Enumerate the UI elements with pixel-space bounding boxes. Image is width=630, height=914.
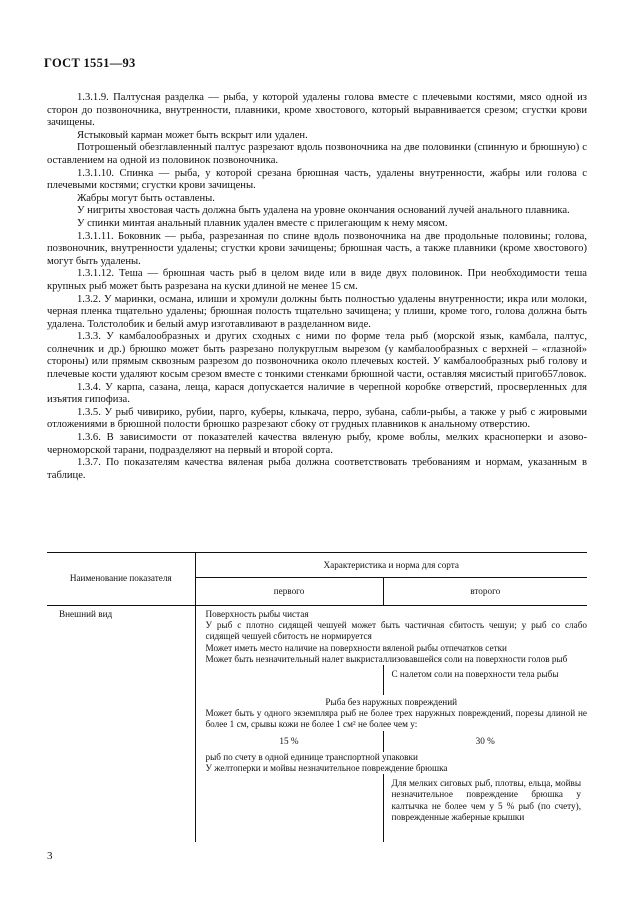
table-cell: Рыба без наружных повреждений — [325, 697, 458, 708]
table-cell: рыб по счету в одной единице транспортной упаковки — [205, 751, 418, 762]
paragraph: Жабры могут быть оставлены. — [77, 192, 215, 204]
paragraph: У нигриты хвостовая часть должна быть удалена на уровне окончания оснований лучей анального плавника. — [77, 205, 570, 217]
paragraph: 1.3.4. У карпа, сазана, леща, карася допускается наличие в черепной коробке отверстий, просверленных для изъятия гипофиза. — [47, 381, 587, 406]
table-cell: У рыб с плотно сидящей чешуей может быть частичная сбитость чешуи; у рыб со слабо сидящей чешуей сбитость не нормируется — [205, 620, 587, 642]
column-header-second: второго — [383, 578, 587, 606]
paragraph: Ястыковый карман может быть вскрыт или удален. — [77, 129, 308, 141]
paragraph: 1.3.2. У маринки, османа, илиши и хромули должны быть полностью удалены внутренности; икра или молоки, черная пленка тщательно удалены; брюшная полость тщательно зачищена; у плиши, кроме того, голова должна быть удалена. Толстолобик и белый амур изготавливают в разделанном виде. — [47, 293, 587, 330]
table-cell: Для мелких сиговых рыб, плотвы, ельца, мойвы незначительное повреждение брюшка у калтычка не более чем у 5 % рыб (по счету), поврежденные жаберные крышки — [391, 778, 581, 822]
table-cell: 15 % — [195, 731, 383, 752]
paragraph: 1.3.1.12. Теша — брюшная часть рыб в целом виде или в виде двух половинок. При необходимости теша крупных рыб может быть разрезана на куски длиной не менее 15 см. — [47, 268, 587, 292]
table-cell: Может иметь место наличие на поверхности вяленой рыбы отпечатков сетки — [205, 642, 507, 653]
table-cell: С налетом соли на поверхности тела рыбы — [391, 669, 559, 680]
document-body — [47, 92, 587, 482]
paragraph: 1.3.1.9. Палтусная разделка — рыба, у которой удалены голова вместе с плечевыми костями, мясо одной из сторон до позвоночника, внутренности, плавники, кроме хвостового, который выравнивается срезом; сгустки крови зачищены. — [47, 92, 587, 129]
column-header-group: Характеристика и норма для сорта — [195, 553, 587, 578]
column-header-first: первого — [195, 578, 383, 606]
paragraph: 1.3.7. По показателям качества вяленая рыба должна соответствовать требованиям и нормам, указанным в таблице. — [47, 457, 587, 481]
paragraph: Потрошеный обезглавленный палтус разрезают вдоль позвоночника на две половинки (спинную и брюшную) с оставлением на одной из половинок позвоночника. — [47, 142, 587, 166]
table-cell: Может быть незначительный налет выкристаллизовавшейся соли на поверхности голов рыб — [205, 653, 568, 664]
paragraph: 1.3.3. У камбалообразных и других сходных с ними по форме тела рыб (морской язык, камбала, палтус, солнечник и др.) брюшко может быть разрезано полукруглым вырезом (у камбалообразных с верхней – «глазной» стороны) или прямым сквозным разрезом до позвоночника около плечевых костей. У камбалообразных рыб голову и плечевые кости удаляют косым срезом вместе с тонкими стенками брюшной части, оставляя мясистый приго657ловок. — [47, 331, 587, 381]
quality-table — [47, 552, 587, 842]
paragraph: У спинки минтая анальный плавник удален вместе с прилегающим к нему мясом. — [77, 217, 448, 229]
table-cell: У желтоперки и мойвы незначительное повреждение брюшка — [205, 763, 448, 774]
row-name: Внешний вид — [47, 606, 195, 843]
paragraph: 1.3.6. В зависимости от показателей качества вяленую рыбу, кроме воблы, мелких красноперки и азово-черноморской тарани, подразделяют на первый и второй сорта. — [47, 432, 587, 456]
paragraph: 1.3.1.11. Боковник — рыба, разрезанная по спине вдоль позвоночника на две продольные половины; голова, позвоночник, внутренности удалены; сгустки крови зачищены; брюшная часть, а также плавники (кроме хвостового) могут быть удалены. — [47, 230, 587, 267]
document-header: ГОСТ 1551—93 — [44, 56, 136, 70]
page-number: 3 — [47, 850, 53, 862]
paragraph: 1.3.5. У рыб чивирико, рубии, парго, куберы, клыкача, перро, зубана, сабли-рыбы, а также у рыб с жировыми отложениями в брюшной полости брюшко разрезают сбоку от грудных плавников к анальному отверстию. — [47, 406, 587, 431]
table-cell: 30 % — [475, 735, 495, 746]
paragraph: 1.3.1.10. Спинка — рыба, у которой срезана брюшная часть, удалены внутренности, жабры или голова с плечевыми костями; сгустки крови зачищены. — [47, 167, 587, 192]
column-header-indicator: Наименование показателя — [47, 553, 195, 606]
table-cell: Поверхность рыбы чистая — [205, 609, 309, 619]
table-cell: Может быть у одного экземпляра рыб не более трех наружных повреждений, порезы длиной не более 1 см, срывы кожи не более 1 см² не более чем у: — [205, 708, 587, 730]
